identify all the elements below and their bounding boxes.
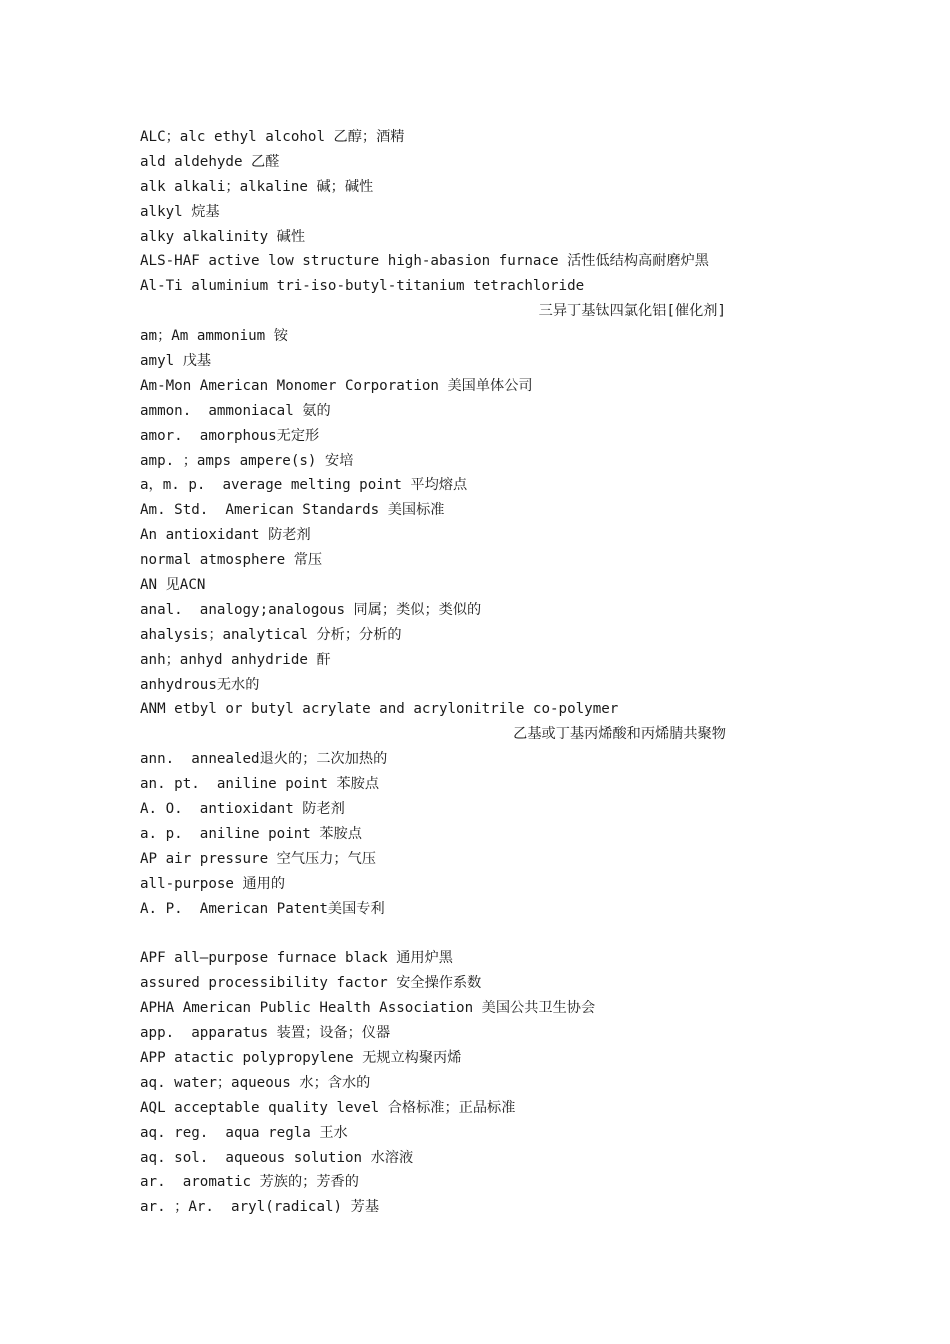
glossary-entry: ar. ；Ar. aryl(radical) 芳基 <box>140 1199 380 1216</box>
glossary-entry: An antioxidant 防老剂 <box>140 527 311 544</box>
glossary-entry: Am-Mon American Monomer Corporation 美国单体公司 <box>140 377 533 394</box>
glossary-entry: A. P. American Patent美国专利 <box>140 900 385 917</box>
glossary-entry: ALS-HAF active low structure high-abasion furnace 活性低结构高耐磨炉黑 <box>140 253 709 270</box>
glossary-entry-continuation: 三异丁基钛四氯化铝[催化剂] <box>538 303 726 320</box>
glossary-entry: ahalysis；analytical 分析；分析的 <box>140 626 402 643</box>
glossary-entry: an. pt. aniline point 苯胺点 <box>140 776 380 793</box>
glossary-entry: APP atactic polypropylene 无规立构聚丙烯 <box>140 1049 462 1066</box>
glossary-entry: am；Am ammonium 铵 <box>140 328 288 345</box>
glossary-entry: Al-Ti aluminium tri-iso-butyl-titanium tetrachloride <box>140 278 585 295</box>
glossary-entry: amor. amorphous无定形 <box>140 427 320 444</box>
glossary-entry: alk alkali；alkaline 碱；碱性 <box>140 178 374 195</box>
glossary-entry: amp. ；amps ampere(s) 安培 <box>140 452 354 469</box>
glossary-entry: AP air pressure 空气压力；气压 <box>140 850 376 867</box>
glossary-entry-continuation: 乙基或丁基丙烯酸和丙烯腈共聚物 <box>513 726 726 743</box>
glossary-entry: ann. annealed退火的；二次加热的 <box>140 751 388 768</box>
glossary-entry: APHA American Public Health Association 美国公共卫生协会 <box>140 1000 596 1017</box>
glossary-entry: APF all—purpose furnace black 通用炉黑 <box>140 950 453 967</box>
glossary-entry: alkyl 烷基 <box>140 203 220 220</box>
glossary-list <box>140 125 740 1220</box>
glossary-entry: assured processibility factor 安全操作系数 <box>140 975 482 992</box>
glossary-entry: AQL acceptable quality level 合格标准；正品标准 <box>140 1099 516 1116</box>
glossary-entry: amyl 戊基 <box>140 353 212 370</box>
glossary-entry: anhydrous无水的 <box>140 676 260 693</box>
glossary-entry: ANM etbyl or butyl acrylate and acrylonitrile co-polymer <box>140 701 619 718</box>
glossary-entry: normal atmosphere 常压 <box>140 552 323 569</box>
glossary-entry: aq. sol. aqueous solution 水溶液 <box>140 1149 414 1166</box>
glossary-entry: Am. Std. American Standards 美国标准 <box>140 502 445 519</box>
glossary-entry: a，m. p. average melting point 平均熔点 <box>140 477 468 494</box>
glossary-entry: ar. aromatic 芳族的；芳香的 <box>140 1174 359 1191</box>
glossary-entry: anal. analogy;analogous 同属；类似；类似的 <box>140 601 482 618</box>
glossary-entry: anh；anhyd anhydride 酐 <box>140 651 331 668</box>
glossary-entry: app. apparatus 装置；设备；仪器 <box>140 1025 391 1042</box>
glossary-entry: alky alkalinity 碱性 <box>140 228 306 245</box>
glossary-entry: ald aldehyde 乙醛 <box>140 153 280 170</box>
blank-line <box>140 922 740 947</box>
glossary-entry: ALC；alc ethyl alcohol 乙醇；酒精 <box>140 129 405 145</box>
glossary-entry: aq. water；aqueous 水；含水的 <box>140 1074 371 1091</box>
glossary-entry: A. O. antioxidant 防老剂 <box>140 801 345 818</box>
glossary-entry: a. p. aniline point 苯胺点 <box>140 825 362 842</box>
glossary-entry: all-purpose 通用的 <box>140 875 286 892</box>
glossary-entry: aq. reg. aqua regla 王水 <box>140 1124 348 1141</box>
glossary-entry: AN 见ACN <box>140 577 206 594</box>
glossary-entry: ammon. ammoniacal 氨的 <box>140 402 331 419</box>
